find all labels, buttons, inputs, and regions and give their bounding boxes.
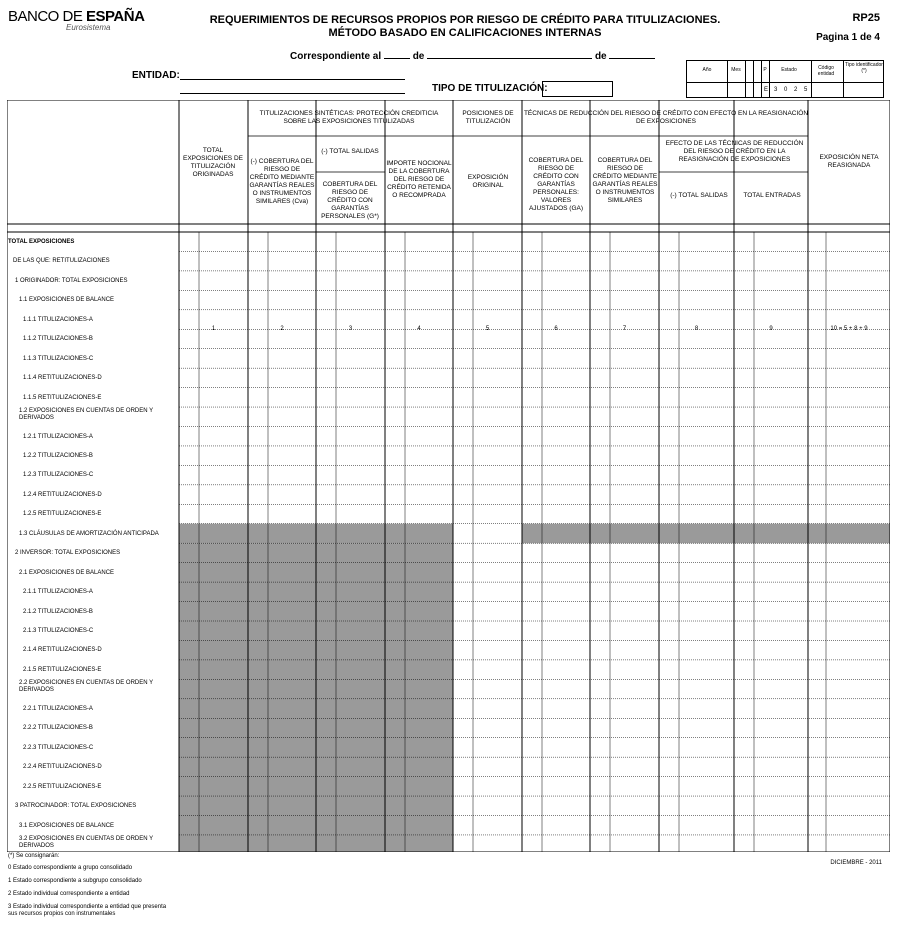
row-label: 1.2.3 TITULIZACIONES-C [23, 472, 94, 479]
header-cobertura-personal: COBERTURA DEL RIESGO DE CRÉDITO CON GARANTÍAS PERSONALES (G*) [321, 181, 379, 220]
row-label: 1.2 EXPOSICIONES EN CUENTAS DE ORDEN Y DERIVADOS [19, 408, 154, 422]
header-cobertura-real: (-) COBERTURA DEL RIESGO DE CRÉDITO MEDIANTE GARANTÍAS REALES O INSTRUMENTOS SIMILARES (Cva) [249, 158, 315, 205]
footnote: 1 Estado correspondiente a subgrupo consolidado [8, 878, 142, 884]
row-label: 2.1.4 RETITULIZACIONES-D [23, 647, 102, 654]
period-line [290, 48, 655, 62]
row-label: 2.2 EXPOSICIONES EN CUENTAS DE ORDEN Y DERIVADOS [19, 680, 154, 694]
column-number: 10 = 5 + 8 + 9 [830, 326, 868, 332]
exposure-table [7, 100, 890, 852]
header-tecnicas: TÉCNICAS DE REDUCCIÓN DEL RIESGO DE CRÉDITO CON EFECTO EN LA REASIGNACIÓN DE EXPOSICIONES [523, 110, 809, 125]
digit: 2 [794, 87, 798, 93]
year-field[interactable] [609, 48, 655, 59]
row-label: 1.1.2 TITULIZACIONES-B [23, 336, 93, 343]
row-label: DE LAS QUE: RETITULIZACIONES [13, 258, 110, 265]
row-label: 2.1.5 RETITULIZACIONES-E [23, 666, 102, 673]
logo-text-bold: ESPAÑA [86, 8, 145, 25]
header-total-salidas: (-) TOTAL SALIDAS [321, 148, 379, 155]
estado-label: Estado [781, 67, 797, 73]
tipo-label: TIPO DE TITULIZACIÓN: [432, 83, 548, 94]
row-label: 1.2.2 TITULIZACIONES-B [23, 452, 93, 459]
identifier-box [686, 60, 884, 98]
row-label: 1.1.3 TITULIZACIONES-C [23, 355, 94, 362]
anio-label: Año [702, 67, 712, 73]
row-label: 3.1 EXPOSICIONES DE BALANCE [19, 822, 115, 829]
row-label: 2 INVERSOR: TOTAL EXPOSICIONES [15, 550, 121, 557]
entidad-field-2[interactable] [180, 93, 405, 94]
header-efecto: EFECTO DE LAS TÉCNICAS DE REDUCCIÓN DEL RIESGO DE CRÉDITO EN LA REASIGNACIÓN DE EXPOSICIONES [665, 140, 804, 163]
row-label: 1.2.5 RETITULIZACIONES-E [23, 511, 102, 518]
logo-subtitle: Eurosistema [66, 23, 111, 32]
header-sinteticas: TITULIZACIONES SINTÉTICAS: PROTECCIÓN CREDITICIA SOBRE LAS EXPOSICIONES TITULIZADAS [259, 110, 439, 125]
row-label: 1.1.1 TITULIZACIONES-A [23, 316, 93, 323]
header-cobertura-real-2: COBERTURA DEL RIESGO DE CRÉDITO MEDIANTE GARANTÍAS REALES O INSTRUMENTOS SIMILARES [592, 157, 658, 204]
row-label: 1.1.5 RETITULIZACIONES-E [23, 394, 102, 401]
header-exposicion-original: EXPOSICIÓN ORIGINAL [467, 174, 509, 189]
row-label: 2.1.1 TITULIZACIONES-A [23, 589, 93, 596]
column-number: 4 [417, 326, 421, 332]
row-label: 2.1.3 TITULIZACIONES-C [23, 628, 94, 634]
header-cobertura-ga: COBERTURA DEL RIESGO DE CRÉDITO CON GARANTÍAS PERSONALES: VALORES AJUSTADOS (GA) [528, 157, 584, 212]
tipo-id-label: Tipo identificador (*) [845, 62, 883, 74]
row-label: 1 ORIGINADOR: TOTAL EXPOSICIONES [15, 277, 128, 284]
row-label: 3 PATROCINADOR: TOTAL EXPOSICIONES [15, 803, 137, 810]
row-label: 1.3 CLÁUSULAS DE AMORTIZACIÓN ANTICIPADA [19, 530, 159, 537]
digit: E [764, 87, 769, 93]
header-posiciones: POSICIONES DE TITULIZACIÓN [462, 110, 514, 125]
column-number: 3 [348, 326, 353, 332]
header-exposicion-neta: EXPOSICIÓN NETA REASIGNADA [819, 154, 879, 169]
form-title [200, 14, 730, 40]
banco-de-espana-logo [8, 8, 144, 32]
header-total-salidas-b: (-) TOTAL SALIDAS [670, 192, 728, 199]
period-de-2: de [594, 51, 607, 62]
title-line-2: MÉTODO BASADO EN CALIFICACIONES INTERNAS [328, 27, 602, 39]
footnote: (*) Se consignarán: [8, 853, 60, 859]
row-label: 2.1.2 TITULIZACIONES-B [23, 608, 93, 615]
codigo-label: Código entidad [817, 65, 835, 77]
row-label: TOTAL EXPOSICIONES [8, 239, 75, 245]
column-number: 8 [694, 326, 699, 332]
tipo-titulizacion-field[interactable] [542, 81, 613, 97]
day-field[interactable] [384, 48, 410, 59]
row-label: 2.2.5 RETITULIZACIONES-E [23, 783, 102, 790]
row-label: 1.2.1 TITULIZACIONES-A [23, 433, 93, 440]
row-label: 3.2 EXPOSICIONES EN CUENTAS DE ORDEN Y DERIVADOS [19, 835, 154, 849]
digit: 0 [784, 87, 788, 93]
date-label: DICIEMBRE - 2011 [830, 860, 882, 866]
footnote: 0 Estado correspondiente a grupo consolidado [8, 865, 133, 871]
entidad-field[interactable] [180, 79, 405, 80]
row-label: 2.2.2 TITULIZACIONES-B [23, 725, 93, 732]
column-number: 7 [622, 326, 627, 332]
digit: 3 [774, 87, 778, 93]
period-prefix: Correspondiente al [290, 51, 382, 62]
row-label: 2.2.1 TITULIZACIONES-A [23, 705, 93, 712]
title-line-1: REQUERIMIENTOS DE RECURSOS PROPIOS POR RIESGO DE CRÉDITO PARA TITULIZACIONES. [209, 14, 721, 26]
p-label: P [763, 67, 767, 73]
row-label: 1.2.4 RETITULIZACIONES-D [23, 491, 102, 498]
column-number: 5 [485, 326, 490, 332]
header-total-entradas: TOTAL ENTRADAS [743, 192, 801, 199]
row-label: 2.2.4 RETITULIZACIONES-D [23, 764, 102, 771]
table-lines [7, 100, 890, 852]
row-label: 1.1 EXPOSICIONES DE BALANCE [19, 297, 115, 304]
column-number: 1 [211, 326, 216, 332]
footnote: 3 Estado individual correspondiente a entidad que presenta sus recursos propios con instrumentales [8, 904, 167, 917]
entidad-label: ENTIDAD: [132, 70, 180, 81]
digit: 5 [804, 87, 808, 93]
header-total: TOTAL EXPOSICIONES DE TITULIZACIÓN ORIGINADAS [183, 147, 243, 178]
mes-label: Mes [731, 67, 741, 73]
form-code: RP25 [852, 12, 880, 24]
month-field[interactable] [427, 48, 592, 59]
logo-text: BANCO DE [8, 8, 87, 25]
column-number: 6 [554, 326, 558, 332]
page-number: Pagina 1 de 4 [816, 32, 880, 43]
header-importe-nocional: IMPORTE NOCIONAL DE LA COBERTURA DEL RIESGO DE CRÉDITO RETENIDA O RECOMPRADA [386, 160, 452, 199]
footnote: 2 Estado individual correspondiente a entidad [8, 891, 130, 897]
column-number: 2 [280, 326, 284, 332]
row-label: 1.1.4 RETITULIZACIONES-D [23, 375, 102, 382]
row-label: 2.1 EXPOSICIONES DE BALANCE [19, 569, 115, 576]
row-label: 2.2.3 TITULIZACIONES-C [23, 744, 94, 751]
column-number: 9 [769, 326, 773, 332]
period-de-1: de [412, 51, 425, 62]
